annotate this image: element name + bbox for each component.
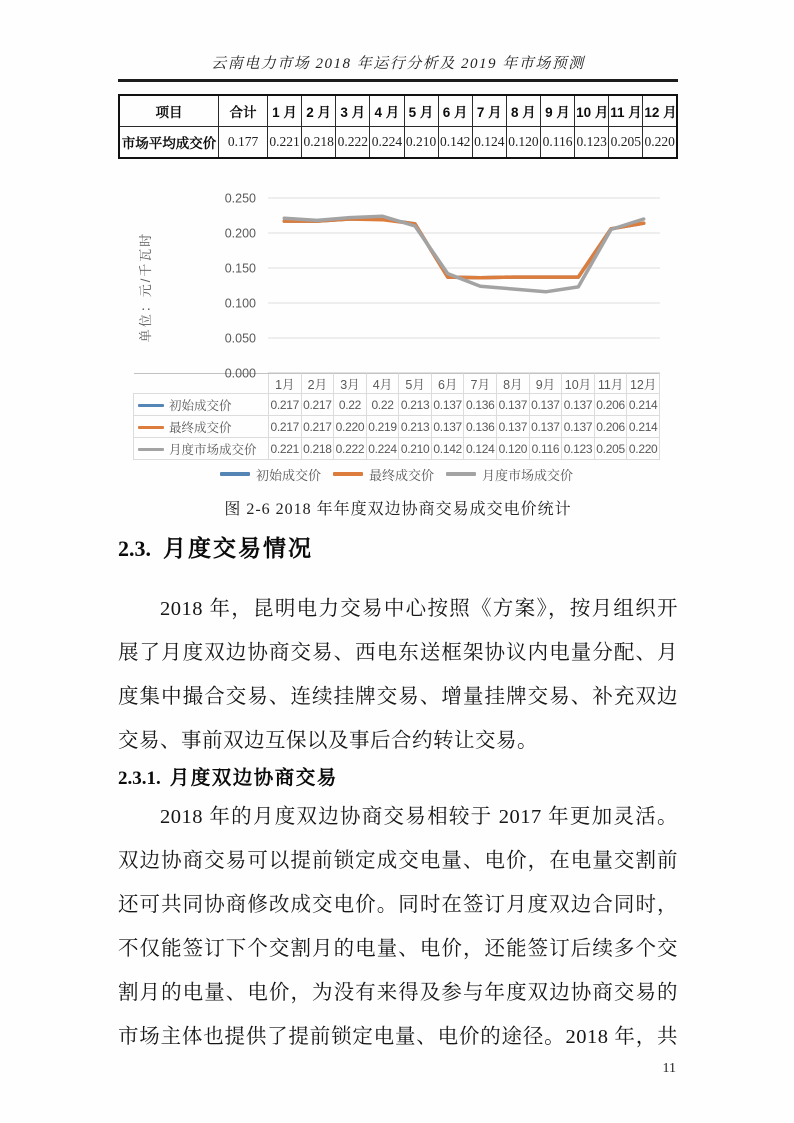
summary-value-cell: 0.220 [643, 127, 677, 159]
series-value-cell: 0.206 [594, 416, 627, 438]
summary-value-cell: 0.177 [219, 127, 268, 159]
y-axis-tick: 0.000 [224, 366, 256, 381]
summary-col-header: 合计 [219, 95, 268, 127]
legend-label: 月度市场成交价 [482, 467, 574, 483]
header-rule [118, 79, 678, 82]
subsection-title: 月度双边协商交易 [169, 767, 338, 789]
body-line: 2018 年的月度双边协商交易相较于 2017 年更加灵活。 [160, 806, 678, 828]
y-axis-tick: 0.050 [224, 331, 256, 346]
series-value-cell: 0.124 [464, 438, 497, 460]
series-value-cell: 0.137 [431, 394, 464, 416]
legend-line-icon [220, 472, 250, 476]
summary-col-header: 9 月 [541, 95, 575, 127]
summary-col-header: 8 月 [506, 95, 540, 127]
series-value-cell: 0.22 [334, 394, 367, 416]
body-line: 还可共同协商修改成交电价。同时在签订月度双边合同时， [118, 894, 678, 916]
y-axis-label: 单位：元/千瓦时 [138, 231, 153, 343]
body-line: 2018 年，昆明电力交易中心按照《方案》，按月组织开 [160, 598, 678, 620]
section-heading [118, 533, 678, 567]
legend-line-icon [446, 472, 476, 476]
summary-data-row [119, 127, 677, 159]
series-value-cell: 0.217 [301, 394, 334, 416]
section-title: 月度交易情况 [163, 535, 313, 561]
series-row [134, 438, 660, 460]
summary-col-header: 10 月 [575, 95, 609, 127]
body-line: 双边协商交易可以提前锁定成交电量、电价，在电量交割前 [118, 850, 678, 872]
series-value-cell: 0.142 [431, 438, 464, 460]
summary-value-cell: 0.120 [506, 127, 540, 159]
summary-col-header: 1 月 [268, 95, 302, 127]
series-value-cell: 0.221 [269, 438, 302, 460]
series-name: 月度市场成交价 [169, 442, 257, 457]
page-number: 11 [662, 1061, 676, 1076]
month-label: 4月 [366, 374, 399, 394]
series-line-2 [284, 216, 643, 292]
series-value-cell: 0.205 [594, 438, 627, 460]
series-value-cell: 0.137 [431, 416, 464, 438]
month-label: 11月 [594, 374, 627, 394]
series-value-cell: 0.217 [301, 416, 334, 438]
series-row [134, 416, 660, 438]
header-title: 云南电力市场 2018 年运行分析及 2019 年市场预测 [211, 56, 585, 72]
series-value-cell: 0.137 [497, 394, 530, 416]
series-value-cell: 0.220 [627, 438, 660, 460]
series-value-cell: 0.214 [627, 416, 660, 438]
summary-value-cell: 0.224 [370, 127, 404, 159]
chart-legend [133, 464, 660, 484]
series-value-cell: 0.136 [464, 416, 497, 438]
legend-line-icon [333, 472, 363, 476]
y-axis-tick: 0.100 [224, 296, 256, 311]
body-line: 度集中撮合交易、连续挂牌交易、增量挂牌交易、补充双边 [118, 686, 678, 708]
price-chart [133, 175, 660, 484]
summary-value-cell: 0.210 [404, 127, 438, 159]
series-value-cell: 0.123 [562, 438, 595, 460]
y-axis-tick: 0.150 [224, 261, 256, 276]
series-label-cell [134, 438, 269, 460]
summary-value-cell: 0.218 [302, 127, 336, 159]
month-label: 12月 [627, 374, 660, 394]
series-swatch-icon [138, 448, 164, 451]
series-value-cell: 0.137 [562, 416, 595, 438]
series-value-cell: 0.213 [399, 416, 432, 438]
series-value-cell: 0.214 [627, 394, 660, 416]
subsection-heading [118, 763, 678, 795]
series-value-cell: 0.22 [366, 394, 399, 416]
body-line: 不仅能签订下个交割月的电量、电价，还能签订后续多个交 [118, 938, 678, 960]
month-label: 10月 [562, 374, 595, 394]
summary-value-cell: 0.124 [472, 127, 506, 159]
y-axis-tick: 0.200 [224, 226, 256, 241]
body-line: 展了月度双边协商交易、西电东送框架协议内电量分配、月 [118, 642, 678, 664]
month-label: 8月 [497, 374, 530, 394]
x-axis-row [134, 374, 660, 394]
summary-col-header: 4 月 [370, 95, 404, 127]
series-row [134, 394, 660, 416]
series-value-cell: 0.116 [529, 438, 562, 460]
summary-table [118, 94, 678, 159]
month-label: 7月 [464, 374, 497, 394]
subsection-number: 2.3.1. [118, 768, 161, 789]
month-label: 2月 [301, 374, 334, 394]
series-value-cell: 0.137 [497, 416, 530, 438]
summary-col-header: 12 月 [643, 95, 677, 127]
legend-label: 初始成交价 [255, 467, 321, 483]
summary-col-header: 7 月 [472, 95, 506, 127]
series-value-cell: 0.219 [366, 416, 399, 438]
summary-header-row [119, 95, 677, 127]
series-value-cell: 0.137 [529, 394, 562, 416]
summary-col-header: 项目 [119, 95, 219, 127]
series-value-cell: 0.224 [366, 438, 399, 460]
legend-item [220, 465, 321, 484]
figure-caption: 图 2-6 2018 年年度双边协商交易成交电价统计 [224, 501, 572, 518]
summary-value-cell: 0.142 [438, 127, 472, 159]
month-label: 5月 [399, 374, 432, 394]
summary-value-cell: 0.222 [336, 127, 370, 159]
summary-row-label: 市场平均成交价 [119, 127, 219, 159]
series-name: 最终成交价 [169, 420, 232, 435]
body-line: 市场主体也提供了提前锁定电量、电价的途径。2018 年，共 [118, 1026, 678, 1048]
summary-col-header: 2 月 [302, 95, 336, 127]
series-name: 初始成交价 [169, 398, 232, 413]
month-label: 9月 [529, 374, 562, 394]
y-axis-tick: 0.250 [224, 191, 256, 206]
series-value-cell: 0.220 [334, 416, 367, 438]
legend-label: 最终成交价 [368, 467, 434, 483]
series-value-cell: 0.206 [594, 394, 627, 416]
series-value-cell: 0.222 [334, 438, 367, 460]
section-number: 2.3. [118, 536, 151, 561]
chart-data-table [133, 373, 660, 460]
summary-col-header: 11 月 [609, 95, 643, 127]
body-paragraph [118, 795, 678, 1059]
series-value-cell: 0.120 [497, 438, 530, 460]
summary-value-cell: 0.221 [268, 127, 302, 159]
series-value-cell: 0.217 [269, 394, 302, 416]
legend-item [446, 465, 573, 484]
series-value-cell: 0.137 [562, 394, 595, 416]
month-label: 1月 [269, 374, 302, 394]
month-label: 6月 [431, 374, 464, 394]
series-label-cell [134, 416, 269, 438]
summary-value-cell: 0.205 [609, 127, 643, 159]
month-label: 3月 [334, 374, 367, 394]
body-paragraph [118, 587, 678, 763]
series-value-cell: 0.217 [269, 416, 302, 438]
series-value-cell: 0.137 [529, 416, 562, 438]
body-line: 交易、事前双边互保以及事后合约转让交易。 [118, 730, 538, 752]
summary-col-header: 3 月 [336, 95, 370, 127]
summary-col-header: 5 月 [404, 95, 438, 127]
series-value-cell: 0.210 [399, 438, 432, 460]
body-line: 割月的电量、电价，为没有来得及参与年度双边协商交易的 [118, 982, 678, 1004]
summary-value-cell: 0.123 [575, 127, 609, 159]
legend-item [333, 465, 434, 484]
series-value-cell: 0.213 [399, 394, 432, 416]
series-value-cell: 0.218 [301, 438, 334, 460]
series-label-cell [134, 394, 269, 416]
series-swatch-icon [138, 404, 164, 407]
summary-col-header: 6 月 [438, 95, 472, 127]
series-value-cell: 0.136 [464, 394, 497, 416]
summary-value-cell: 0.116 [541, 127, 575, 159]
chart-plot-area [133, 175, 660, 381]
series-swatch-icon [138, 426, 164, 429]
